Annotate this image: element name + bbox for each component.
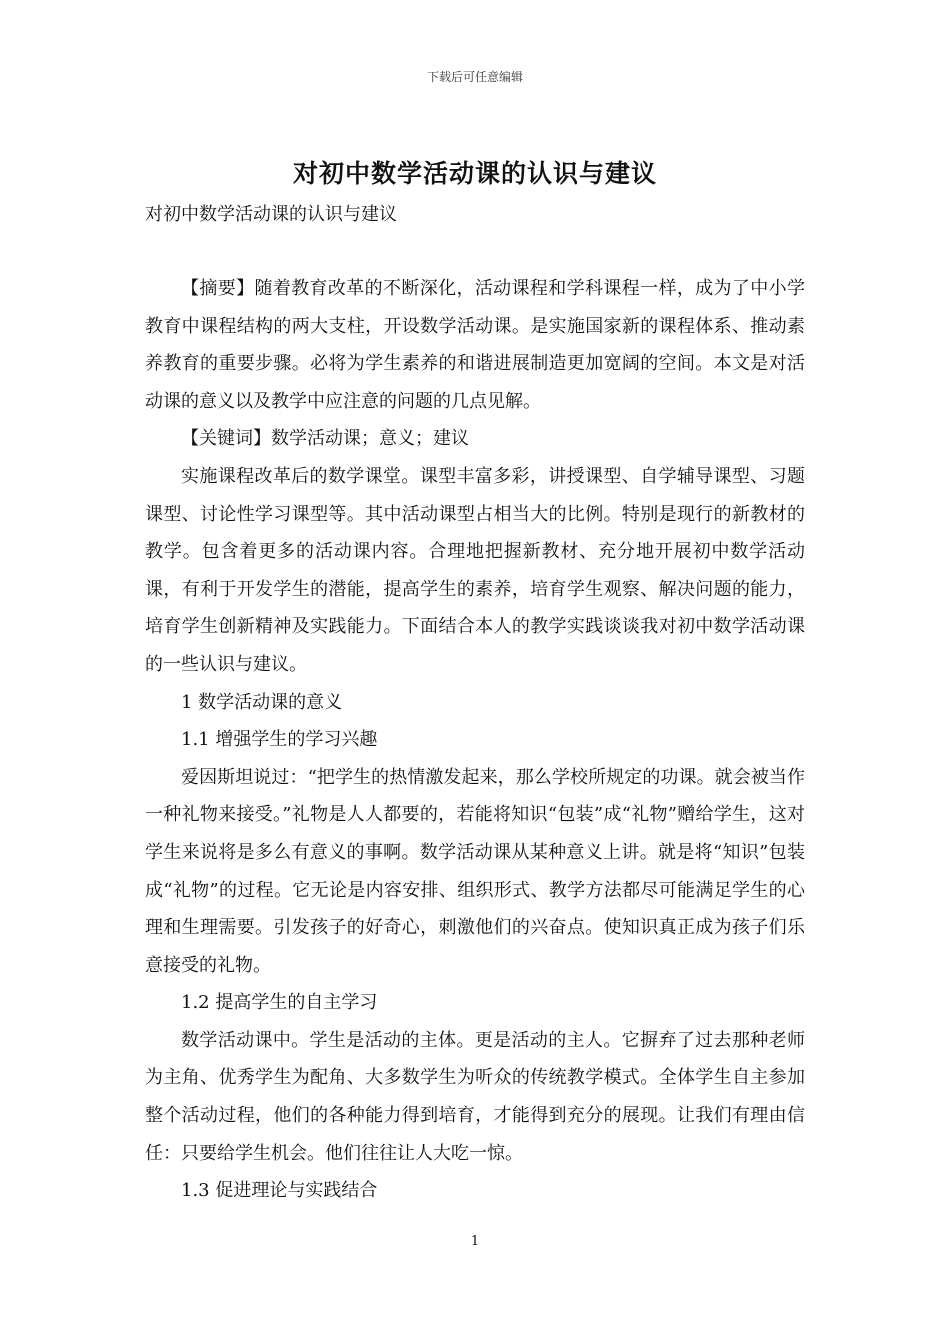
section-heading-1-3: 1.3 促进理论与实践结合 bbox=[181, 1180, 378, 1202]
intro-paragraph: 实施课程改革后的数学课堂。课型丰富多彩，讲授课型、自学辅导课型、习题课型、讨论性学习课型等。其中活动课型占相当大的比例。特别是现行的新教材的教学。包含着更多的活动课内容。合理地把握新教材、充分地开展初中数学活动课，有利于开发学生的潜能，提高学生的素养，培育学生观察、解决问题的能力，培育学生创新精神及实践能力。下面结合本人的教学实践谈谈我对初中数学活动课的一些认识与建议。 bbox=[145, 465, 805, 675]
section-heading-1: 1 数学活动课的意义 bbox=[181, 691, 343, 713]
document-title: 对初中数学活动课的认识与建议 bbox=[292, 159, 657, 188]
section-1-1-paragraph: 爱因斯坦说过：“把学生的热情激发起来，那么学校所规定的功课。就会被当作一种礼物来接受。”礼物是人人都要的，若能将知识“包装”成“礼物”赠给学生，这对学生来说将是多么有意义的事啊。数学活动课从某种意义上讲。就是将“知识”包装成“礼物”的过程。它无论是内容安排、组织形式、教学方法都尽可能满足学生的心理和生理需要。引发孩子的好奇心，刺激他们的兴奋点。使知识真正成为孩子们乐意接受的礼物。 bbox=[145, 766, 805, 976]
page-number: 1 bbox=[470, 1234, 480, 1249]
header-note: 下载后可任意编辑 bbox=[426, 70, 523, 84]
document-body bbox=[145, 270, 805, 1210]
document-subtitle: 对初中数学活动课的认识与建议 bbox=[145, 204, 397, 225]
keywords-paragraph: 【关键词】数学活动课；意义；建议 bbox=[181, 428, 469, 450]
section-heading-1-2: 1.2 提高学生的自主学习 bbox=[181, 992, 378, 1014]
section-1-2-paragraph: 数学活动课中。学生是活动的主体。更是活动的主人。它摒弃了过去那种老师为主角、优秀学生为配角、大多数学生为听众的传统教学模式。全体学生自主参加整个活动过程，他们的各种能力得到培育，才能得到充分的展现。让我们有理由信任：只要给学生机会。他们往往让人大吃一惊。 bbox=[145, 1029, 805, 1164]
section-heading-1-1: 1.1 增强学生的学习兴趣 bbox=[181, 729, 378, 751]
abstract-paragraph: 【摘要】随着教育改革的不断深化，活动课程和学科课程一样，成为了中小学教育中课程结构的两大支柱，开设数学活动课。是实施国家新的课程体系、推动素养教育的重要步骤。必将为学生素养的和谐进展制造更加宽阔的空间。本文是对活动课的意义以及教学中应注意的问题的几点见解。 bbox=[145, 278, 805, 412]
